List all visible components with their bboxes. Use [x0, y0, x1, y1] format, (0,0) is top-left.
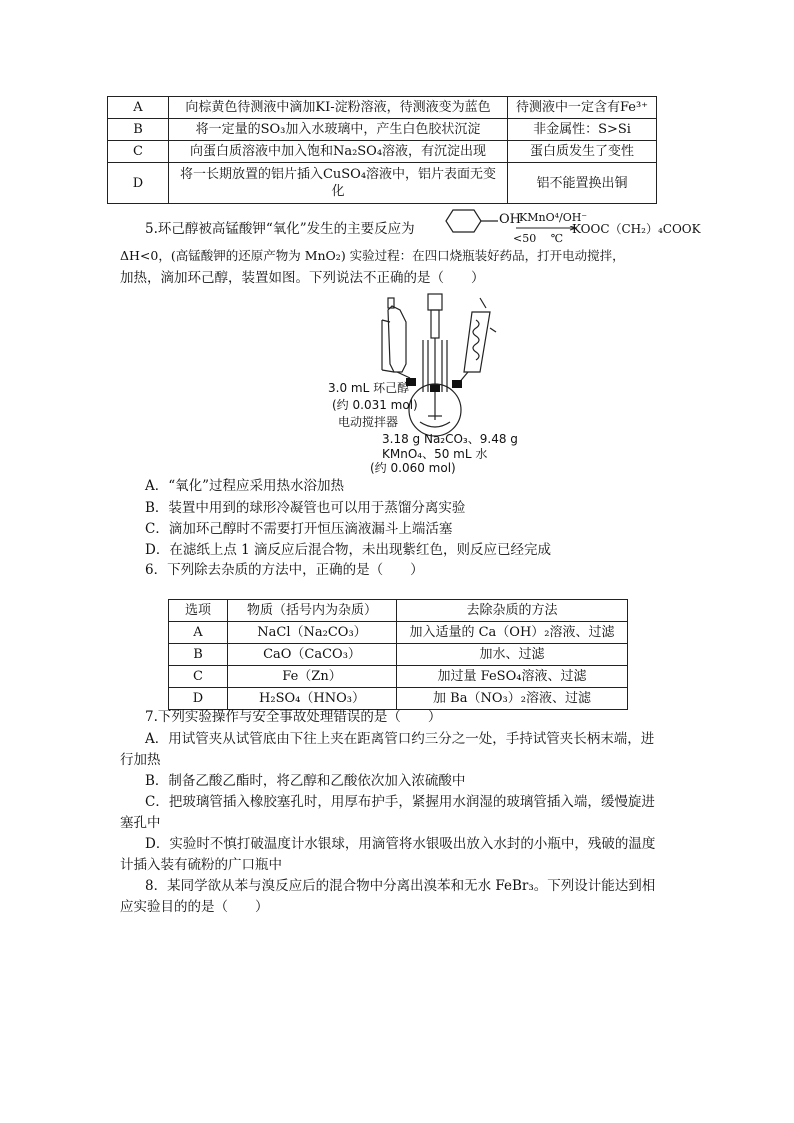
table-row	[169, 622, 628, 644]
table-cell: CaO（CaCO₃）	[228, 644, 397, 666]
q7-option-a-line1: A．用试管夹从试管底由下往上夹在距离管口约三分之一处，手持试管夹长柄末端，进	[145, 731, 655, 747]
label-reagents-2: KMnO₄、50 mL 水	[382, 447, 488, 461]
conclusion-cell: 待测液中一定含有Fe³⁺	[508, 97, 657, 119]
table-cell: 加水、过滤	[397, 644, 628, 666]
q7-option-d-line2: 计插入装有硫粉的广口瓶中	[120, 857, 282, 873]
table-cell: H₂SO₄（HNO₃）	[228, 688, 397, 710]
table-cell: D	[169, 688, 228, 710]
table-row	[108, 141, 657, 163]
operation-cell: 向蛋白质溶液中加入饱和Na₂SO₄溶液，有沉淀出现	[169, 141, 508, 163]
table-row	[108, 163, 657, 204]
option-cell: D	[108, 163, 169, 204]
q5-option-b: B．装置中用到的球形冷凝管也可以用于蒸馏分离实验	[145, 500, 466, 516]
conclusion-cell: 铝不能置换出铜	[508, 163, 657, 204]
table-row	[169, 644, 628, 666]
header-cell: 选项	[169, 600, 228, 622]
option-cell: A	[108, 97, 169, 119]
experiment-table	[107, 96, 657, 204]
label-stirrer: 电动搅拌器	[338, 415, 399, 429]
impurity-table	[168, 599, 628, 710]
q5-stem: 5.环己醇被高锰酸钾“氧化”发生的主要反应为	[145, 221, 415, 237]
q5-option-d: D．在滤纸上点 1 滴反应后混合物，未出现紫红色，则反应已经完成	[145, 542, 551, 558]
label-reagents-1: 3.18 g Na₂CO₃、9.48 g	[382, 432, 518, 446]
q7-option-d-line1: D．实验时不慎打破温度计水银球，用滴管将水银吸出放入水封的小瓶中，残破的温度	[145, 836, 656, 852]
table-cell: NaCl（Na₂CO₃）	[228, 622, 397, 644]
operation-line: 化	[331, 184, 345, 199]
label-cyclohexanol: 3.0 mL 环己醇	[328, 381, 410, 395]
operation-cell: 向棕黄色待测液中滴加KI-淀粉溶液，待测液变为蓝色	[169, 97, 508, 119]
operation-cell: 将一定量的SO₃加入水玻璃中，产生白色胶状沉淀	[169, 119, 508, 141]
table-cell: 加入适量的 Ca（OH）₂溶液、过滤	[397, 622, 628, 644]
operation-line: 将一长期放置的铝片插入CuSO₄溶液中，铝片表面无变	[179, 167, 497, 182]
cyclohexane-ring-icon	[438, 208, 500, 234]
header-cell: 物质（括号内为杂质）	[228, 600, 397, 622]
header-cell: 去除杂质的方法	[397, 600, 628, 622]
table-header-row	[169, 600, 628, 622]
q8-line2: 应实验目的的是（ ）	[120, 899, 269, 915]
q7-option-b: B．制备乙酸乙酯时，将乙醇和乙酸依次加入浓硫酸中	[145, 773, 466, 789]
conclusion-cell: 非金属性：S>Si	[508, 119, 657, 141]
product-label: KOOC（CH₂）₄COOK	[572, 222, 701, 236]
hydroxyl-label: OH	[499, 212, 521, 227]
table-cell: 加 Ba（NO₃）₂溶液、过滤	[397, 688, 628, 710]
q7-option-c-line1: C．把玻璃管插入橡胶塞孔时，用厚布护手，紧握用水润湿的玻璃管插入端，缓慢旋进	[145, 794, 655, 810]
reagent-label: KMnO⁴/OH⁻	[519, 211, 588, 224]
q7-stem: 7.下列实验操作与安全事故处理错误的是（ ）	[145, 709, 442, 725]
label-cyclohexanol-mol: (约 0.031 mol)	[332, 398, 418, 412]
table-cell: A	[169, 622, 228, 644]
q5-option-a: A．“氧化”过程应采用热水浴加热	[145, 478, 345, 494]
option-cell: B	[108, 119, 169, 141]
table-cell: C	[169, 666, 228, 688]
table-cell: 加过量 FeSO₄溶液、过滤	[397, 666, 628, 688]
q5-line3: 加热，滴加环己醇，装置如图。下列说法不正确的是（ ）	[120, 270, 485, 286]
table-row	[169, 666, 628, 688]
q5-line2: ΔH<0，(高锰酸钾的还原产物为 MnO₂) 实验过程：在四口烧瓶装好药品，打开电动搅拌，	[120, 248, 625, 263]
conclusion-cell: 蛋白质发生了变性	[508, 141, 657, 163]
operation-cell	[169, 163, 508, 204]
table-row	[108, 119, 657, 141]
q5-option-c: C．滴加环己醇时不需要打开恒压滴液漏斗上端活塞	[145, 521, 453, 537]
q7-option-a-line2: 行加热	[120, 752, 161, 768]
table-row	[108, 97, 657, 119]
label-reagents-3: (约 0.060 mol)	[370, 461, 456, 475]
option-cell: C	[108, 141, 169, 163]
q6-stem: 6．下列除去杂质的方法中，正确的是（ ）	[145, 562, 424, 578]
condition-label: <50 ℃	[513, 232, 564, 245]
table-cell: B	[169, 644, 228, 666]
q8-line1: 8．某同学欲从苯与溴反应后的混合物中分离出溴苯和无水 FeBr₃。下列设计能达到相	[145, 878, 656, 894]
table-cell: Fe（Zn）	[228, 666, 397, 688]
q7-option-c-line2: 塞孔中	[120, 815, 161, 831]
